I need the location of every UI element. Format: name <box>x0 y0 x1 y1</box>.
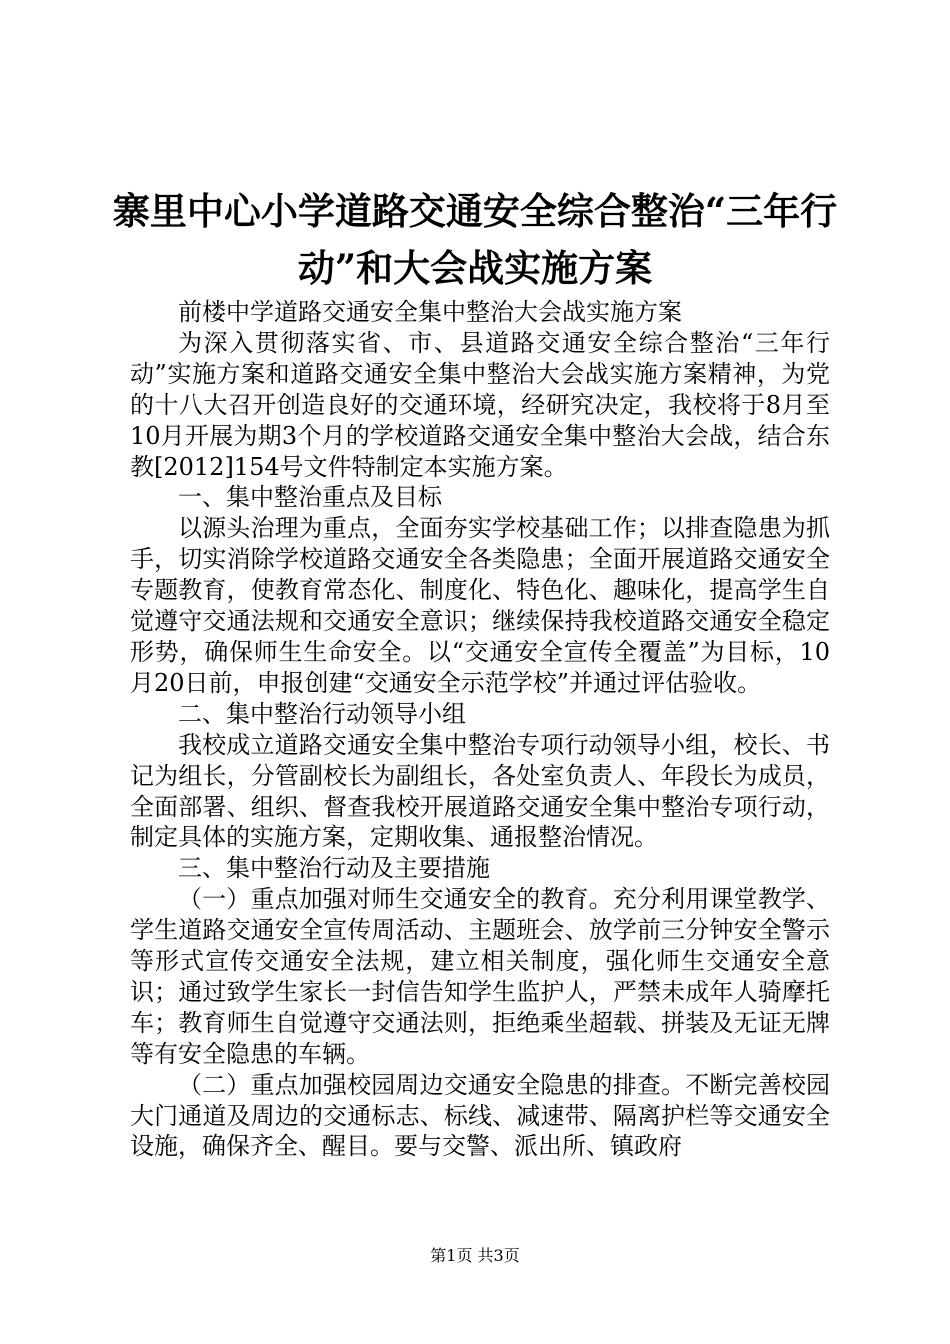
section-paragraph-1: 以源头治理为重点，全面夯实学校基础工作；以排查隐患为抓手，切实消除学校道路交通安全各类隐患；全面开展道路交通安全专题教育，使教育常态化、制度化、特色化、趣味化，提高学生自觉遵守交通法规和交通安全意识；继续保持我校道路交通安全稳定形势，确保师生生命安全。以“交通安全宣传全覆盖”为目标，10月20日前，申报创建“交通安全示范学校”并通过评估验收。 <box>130 514 830 697</box>
document-title-line-2: 动”和大会战实施方案 <box>297 246 653 290</box>
page-number-footer: 第1页 共3页 <box>430 1246 520 1265</box>
intro-paragraph: 为深入贯彻落实省、市、县道路交通安全综合整治“三年行动”实施方案和道路交通安全集中整治大会战实施方案精神，为党的十八大召开创造良好的交通环境，经研究决定，我校将于8月至10月开展为期3个月的学校道路交通安全集中整治大会战，结合东教[2012]154号文件特制定本实施方案。 <box>130 328 830 481</box>
document-title-line-1: 寨里中心小学道路交通安全综合整治“三年行 <box>112 189 838 233</box>
subtitle-paragraph: 前楼中学道路交通安全集中整治大会战实施方案 <box>178 298 682 326</box>
section-paragraph-2: 我校成立道路交通安全集中整治专项行动领导小组，校长、书记为组长，分管副校长为副组长，各处室负责人、年段长为成员，全面部署、组织、督查我校开展道路交通安全集中整治专项行动，制定具体的实施方案，定期收集、通报整治情况。 <box>130 730 830 852</box>
section-heading-3: 三、集中整治行动及主要措施 <box>178 854 490 883</box>
section-heading-1: 一、集中整治重点及目标 <box>178 483 442 512</box>
measure-paragraph-2: （二）重点加强校园周边交通安全隐患的排查。不断完善校园大门通道及周边的交通标志、标线、减速带、隔离护栏等交通安全设施，确保齐全、醒目。要与交警、派出所、镇政府 <box>130 1070 830 1161</box>
section-heading-2: 二、集中整治行动领导小组 <box>178 699 466 728</box>
measure-paragraph-1: （一）重点加强对师生交通安全的教育。充分利用课堂教学、学生道路交通安全宣传周活动、主题班会、放学前三分钟安全警示等形式宣传交通安全法规，建立相关制度，强化师生交通安全意识；通过致学生家长一封信告知学生监护人，严禁未成年人骑摩托车；教育师生自觉遵守交通法则，拒绝乘坐超载、拼装及无证无牌等有安全隐患的车辆。 <box>130 885 830 1068</box>
document-body <box>130 297 830 1162</box>
